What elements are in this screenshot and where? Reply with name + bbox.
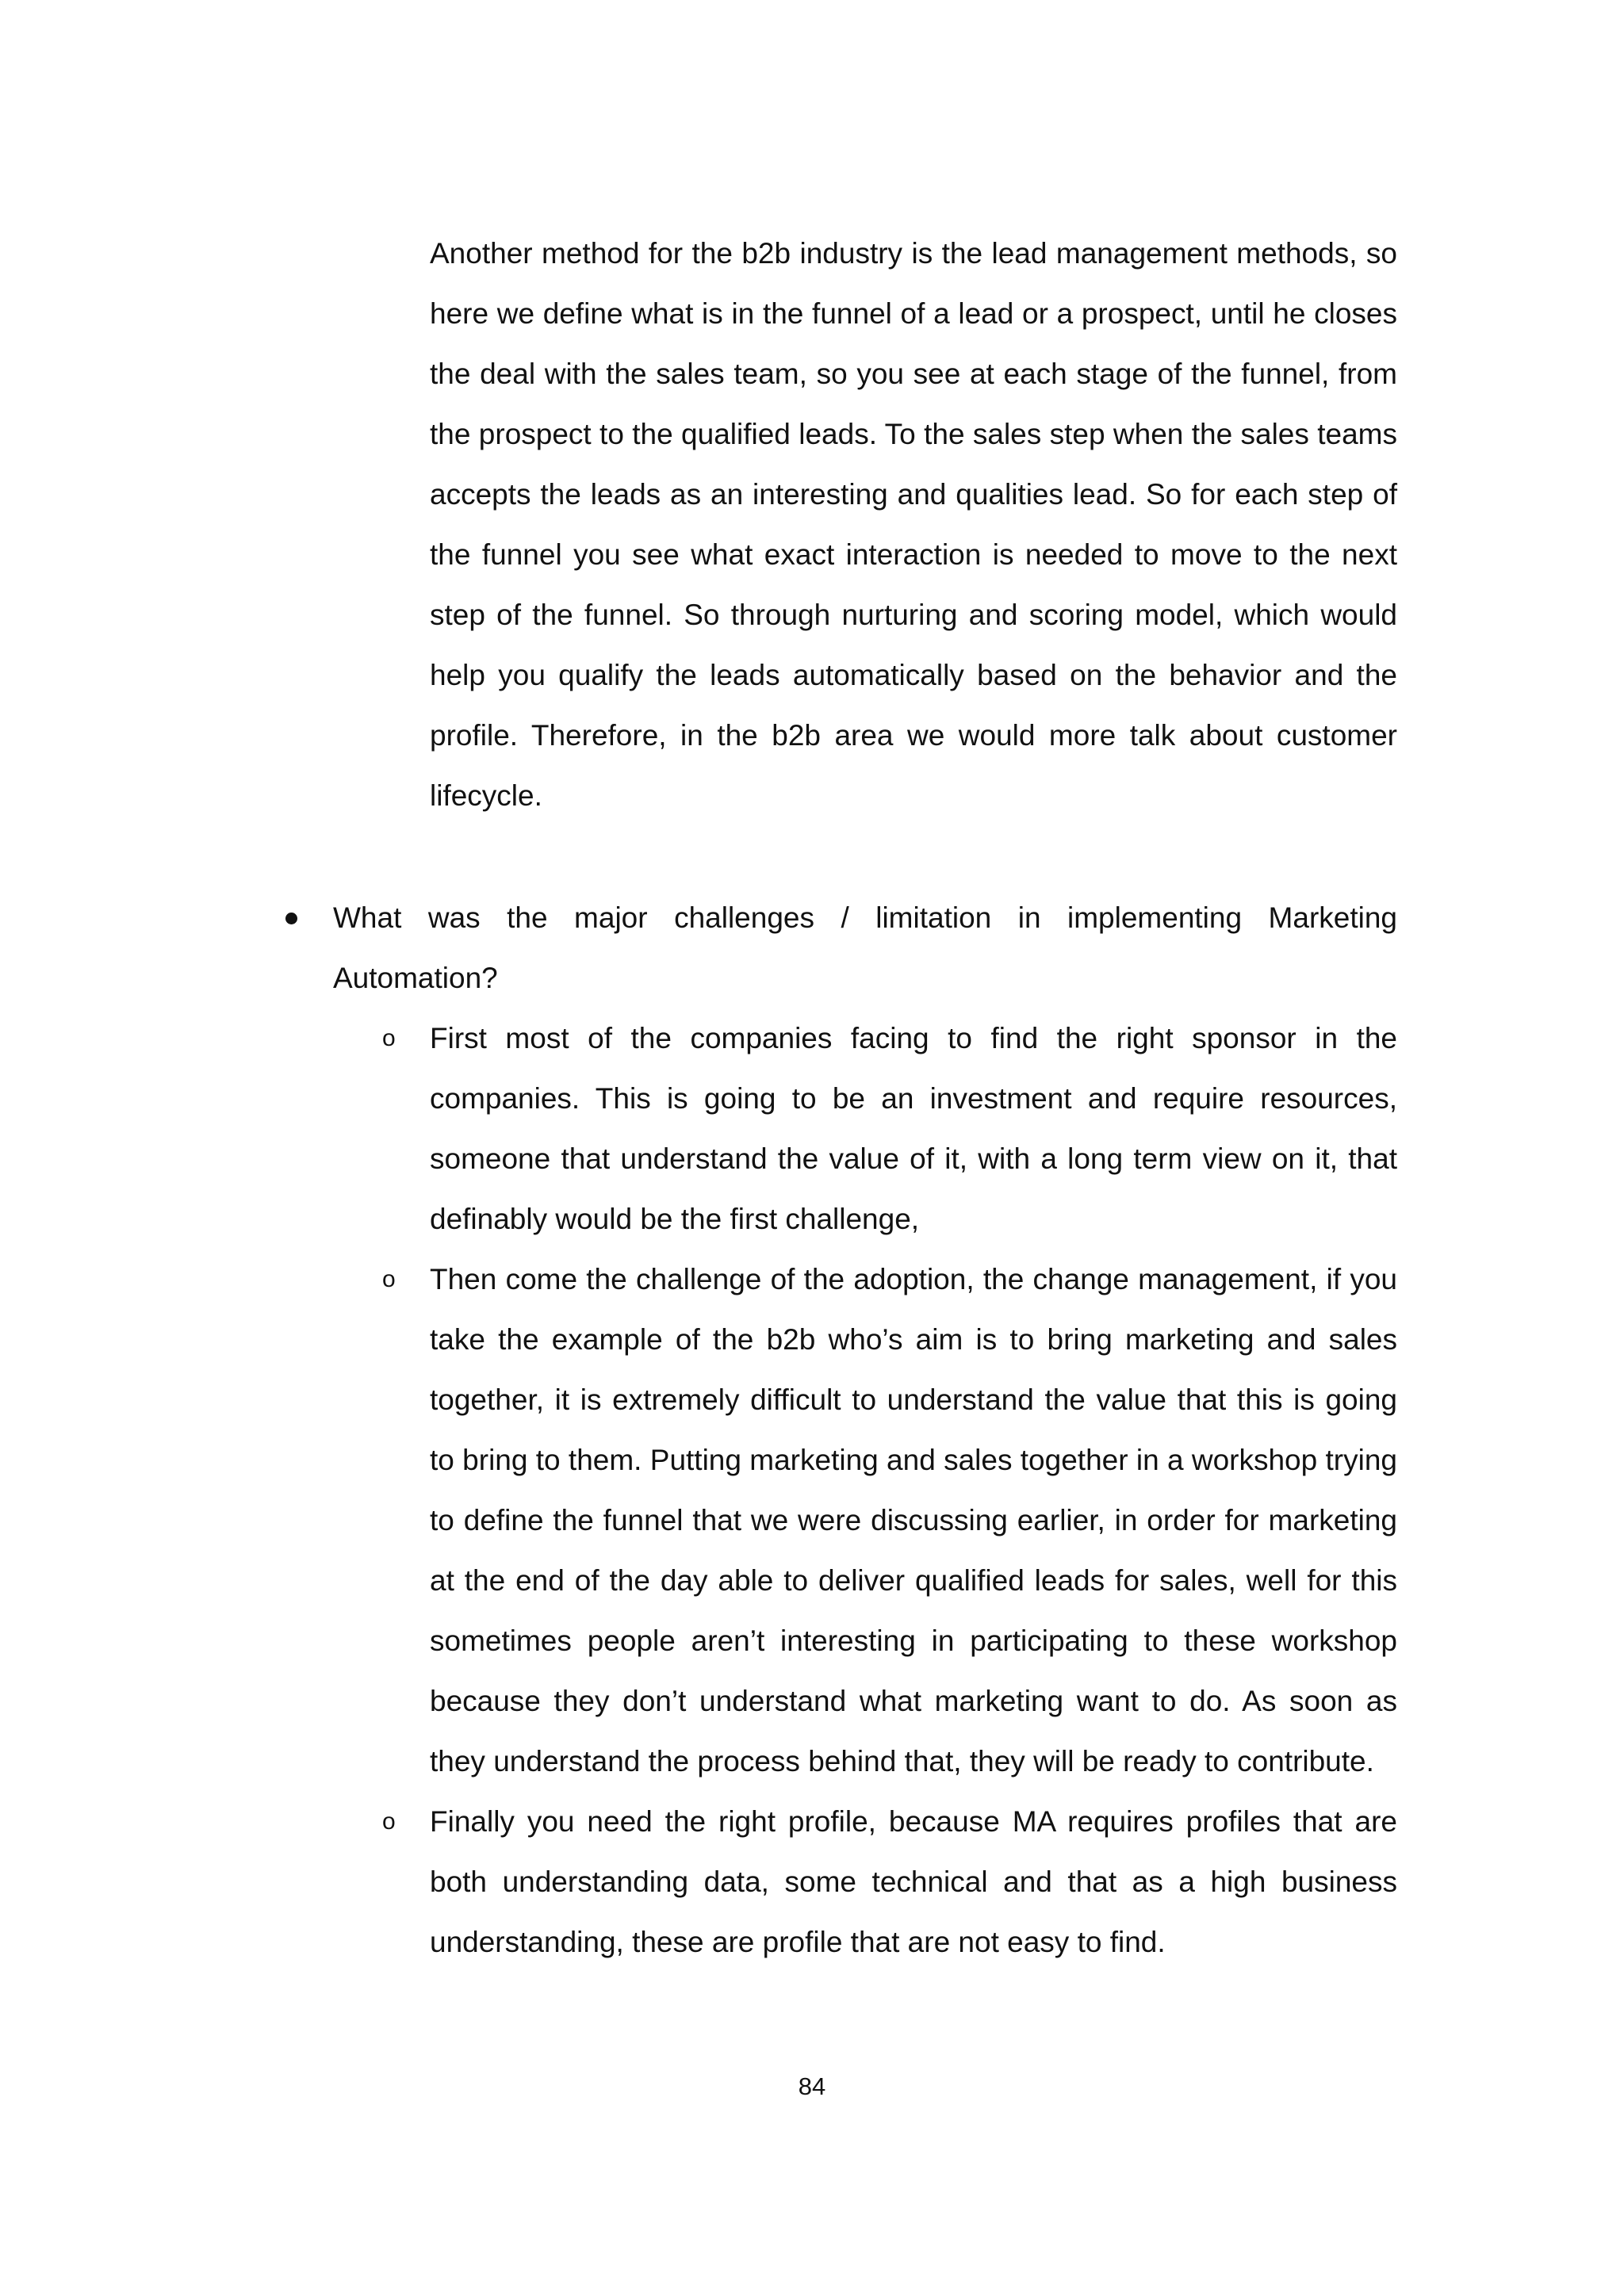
answer-text: First most of the companies facing to find the right sponsor in the companies. This is going to be an investment and require resources, someone that understand the value of it, with a long term view on it, that definably would be the first challenge, <box>430 1022 1397 1235</box>
question-text: What was the major challenges / limitation in implementing Marketing Automation? <box>333 901 1397 994</box>
intro-paragraph: Another method for the b2b industry is the lead management methods, so here we define what is in the funnel of a lead or a prospect, until he closes the deal with the sales team, so you see at each stage of the funnel, from the prospect to the qualified leads. To the sales step when the sales teams accepts the leads as an interesting and qualities lead. So for each step of the funnel you see what exact interaction is needed to move to the next step of the funnel. So through nurturing and scoring model, which would help you qualify the leads automatically based on the behavior and the profile. Therefore, in the b2b area we would more talk about customer lifecycle. <box>430 237 1397 812</box>
circle-bullet-icon: o <box>382 1025 396 1051</box>
circle-bullet-icon: o <box>382 1808 396 1835</box>
page-number: 84 <box>798 2072 826 2100</box>
answer-text: Finally you need the right profile, because MA requires profiles that are both understanding data, some technical and that as a high business understanding, these are profile that are not easy to find. <box>430 1805 1397 1958</box>
answer-text: Then come the challenge of the adoption, the change management, if you take the example of the b2b who’s aim is to bring marketing and sales together, it is extremely difficult to understand the value that this is going to bring to them. Putting marketing and sales together in a workshop trying to define the funnel that we were discussing earlier, in order for marketing at the end of the day able to deliver qualified leads for sales, well for this sometimes people aren’t interesting in participating to these workshop because they don’t understand what marketing want to do. As soon as they understand the process behind that, they will be ready to contribute. <box>430 1263 1397 1777</box>
answer-item <box>373 1249 1397 1792</box>
circle-bullet-icon: o <box>382 1266 396 1292</box>
answer-item <box>373 1792 1397 1973</box>
answer-list <box>373 1008 1397 1973</box>
answer-item <box>373 1008 1397 1249</box>
